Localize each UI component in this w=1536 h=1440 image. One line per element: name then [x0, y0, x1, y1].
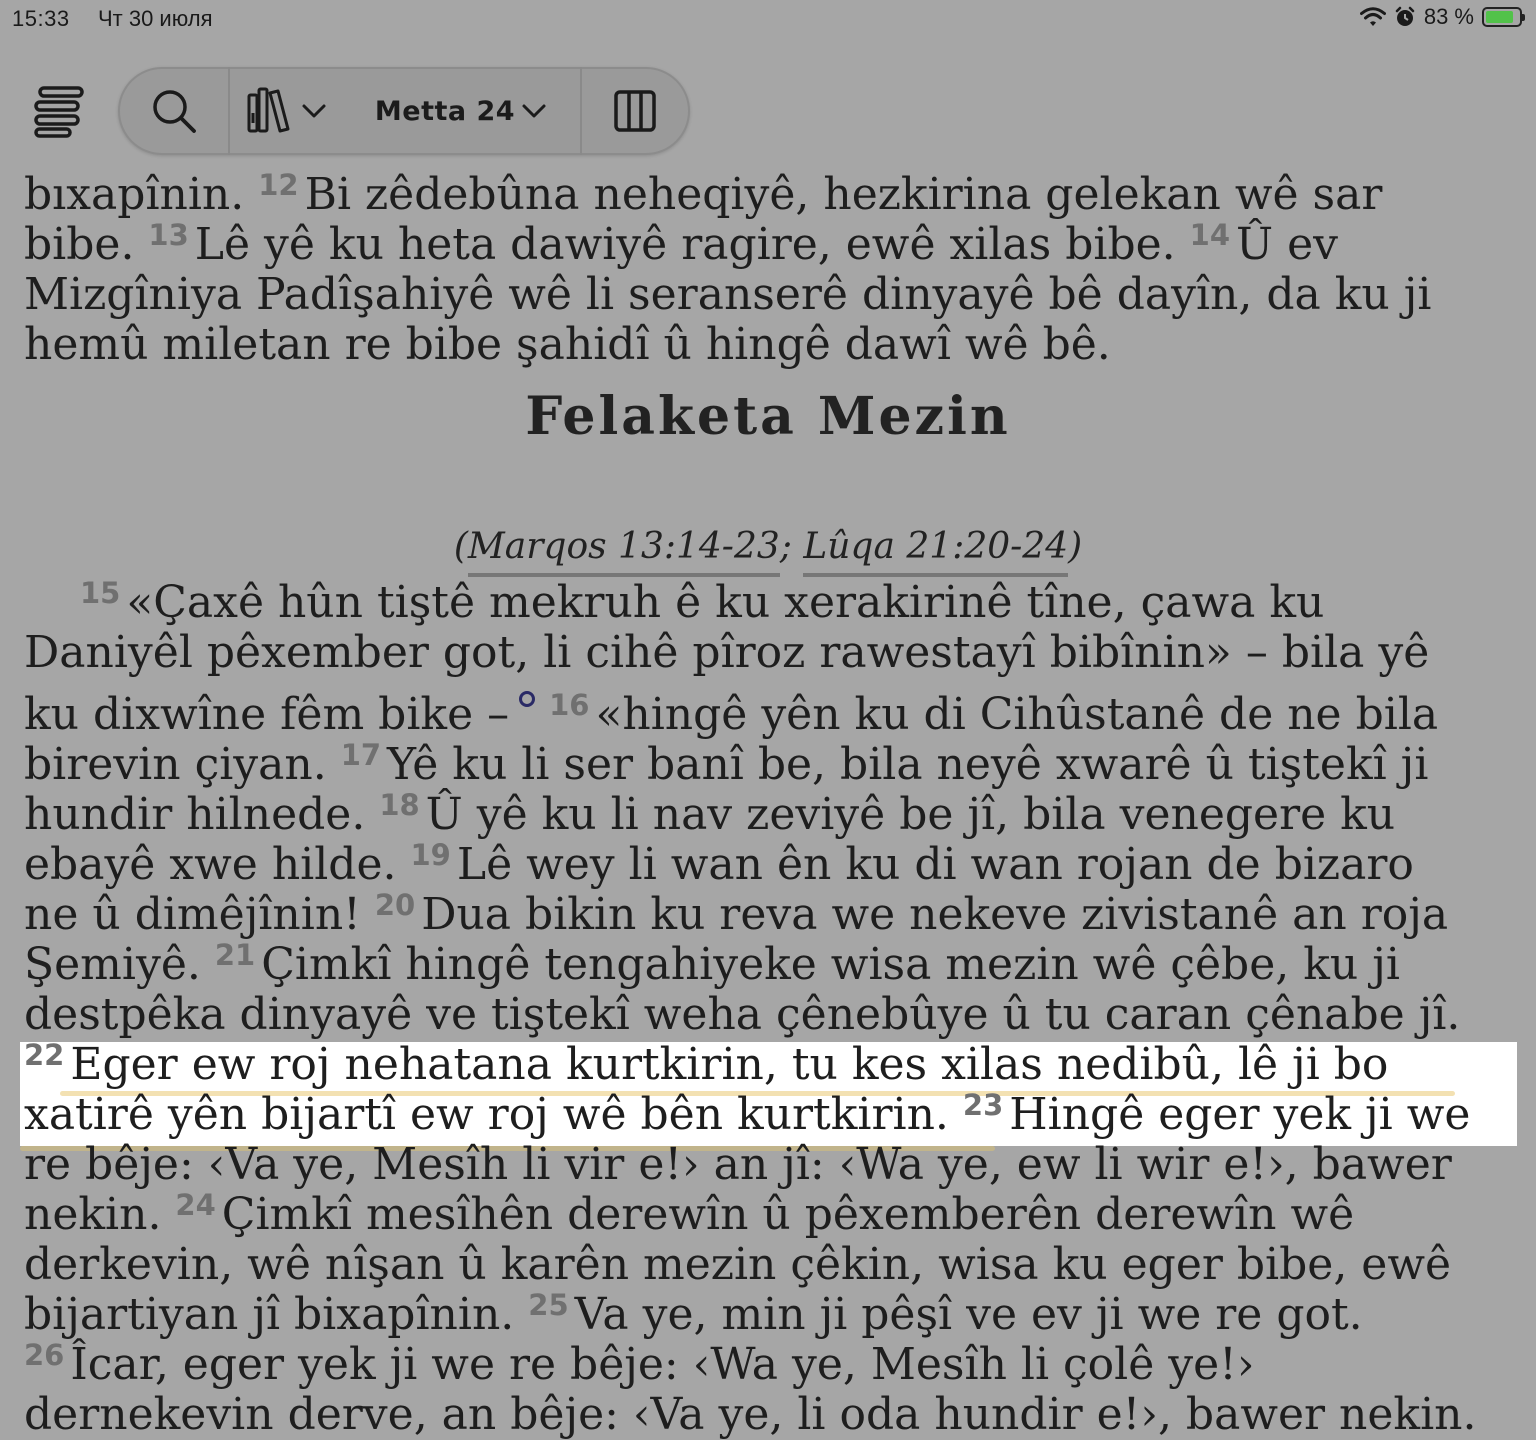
verse-text: bibe. — [24, 219, 149, 270]
verse-number[interactable]: 26 — [24, 1338, 65, 1372]
verse-text: Û yê ku li nav zeviyê be jî, bila venegere ku — [425, 789, 1396, 840]
text-line — [24, 220, 1338, 274]
verse-number[interactable]: 23 — [962, 1088, 1004, 1122]
verse-number[interactable]: 21 — [214, 938, 256, 972]
text-line — [24, 690, 1438, 744]
verse-text: Daniyêl pêxember got, li cihê pîroz rawestayî bibînin» – bila yê — [24, 627, 1430, 678]
verse-text: Bi zêdebûna neheqiyê, hezkirina gelekan wê sar — [304, 169, 1383, 220]
text-line — [24, 1140, 1452, 1190]
verse-text: hundir hilnede. — [24, 789, 380, 840]
verse-number[interactable]: 25 — [528, 1288, 569, 1322]
verse-text: Lê wey li wan ên ku di wan rojan de bizaro — [456, 839, 1414, 890]
verse-number[interactable]: 22 — [24, 1038, 65, 1072]
verse-text: bijartiyan jî bixapînin. — [24, 1289, 529, 1340]
verse-text: Eger ew roj nehatana kurtkirin, tu kes xilas nedibû, lê ji bo — [70, 1039, 1389, 1090]
text-line — [24, 940, 1400, 994]
verse-text: birevin çiyan. — [24, 739, 341, 790]
verse-text: Yê ku li ser banî be, bila neyê xwarê û tiştekî ji — [387, 739, 1429, 790]
verse-number[interactable]: 17 — [340, 738, 382, 772]
status-time: 15:33 — [12, 6, 70, 31]
section-heading: Felaketa Mezin — [525, 386, 1011, 447]
verse-number[interactable]: 19 — [410, 838, 451, 872]
verse-text: bıxapînin. — [24, 169, 259, 220]
verse-number[interactable]: 15 — [79, 576, 121, 610]
xref-link-luqa[interactable]: Lûqa 21:20-24 — [803, 526, 1068, 577]
book-chapter-label: Metta 24 — [374, 95, 516, 127]
verse-text: Hingê eger yek ji we — [1009, 1089, 1471, 1140]
xref-separator: ; — [779, 526, 804, 567]
verse-text: Îcar, eger yek ji we re bêje: ‹Wa ye, Mesîh li çolê ye!› — [70, 1339, 1255, 1390]
verse-text: re bêje: ‹Va ye, Mesîh li vir e!› an jî: ‹Wa ye, ew li wir e!›, bawer — [24, 1139, 1452, 1190]
verse-number[interactable]: 16 — [549, 688, 590, 722]
text-line — [24, 170, 1382, 224]
xref-paren: ) — [1068, 526, 1083, 567]
verse-text: Dua bikin ku reva we nekeve zivistanê an roja — [421, 889, 1449, 940]
cross-reference — [0, 522, 1536, 572]
xref-paren: ( — [453, 526, 468, 567]
verse-text: nekin. — [24, 1189, 176, 1240]
verse-text: ku dixwîne fêm bike – — [24, 689, 510, 740]
verse-text: Çimkî hingê tengahiyeke wisa mezin wê çêbe, ku ji — [261, 939, 1400, 990]
text-line — [24, 1190, 1354, 1244]
battery-percent: 83 % — [1423, 4, 1474, 29]
text-line — [24, 1040, 1388, 1094]
verse-number[interactable]: 20 — [374, 888, 416, 922]
verse-text: «hingê yên ku di Cihûstanê de ne bila — [595, 689, 1439, 740]
verse-text: Û ev — [1236, 219, 1338, 270]
text-line — [24, 578, 1324, 632]
verse-text — [24, 577, 80, 628]
verse-text: Va ye, min ji pêşî ve ev ji we re got. — [574, 1289, 1363, 1340]
verse-text: xatirê yên bijartî ew roj wê bên kurtkirin. — [24, 1089, 963, 1140]
verse-number[interactable]: 12 — [258, 168, 299, 202]
text-line — [24, 628, 1429, 678]
text-line — [24, 1340, 1254, 1394]
text-line — [24, 1240, 1451, 1290]
verse-text: derkevin, wê nîşan û karên mezin çêkin, wisa ku eger bibe, ewê — [24, 1239, 1452, 1290]
verse-number[interactable]: 14 — [1189, 218, 1230, 252]
verse-number[interactable]: 18 — [379, 788, 420, 822]
verse-text: ne û dimêjînin! — [24, 889, 375, 940]
text-line — [24, 840, 1414, 894]
verse-text: Mizgîniya Padîşahiyê wê li seranserê dinyayê bê dayîn, da ku ji — [24, 269, 1432, 320]
text-line — [24, 270, 1431, 320]
verse-text: Çimkî mesîhên derewîn û pêxemberên derewîn wê — [221, 1189, 1355, 1240]
xref-link-marqos[interactable]: Marqos 13:14-23 — [468, 526, 780, 577]
verse-text: Şemiyê. — [24, 939, 215, 990]
status-date: Чт 30 июля — [98, 6, 213, 31]
verse-number[interactable]: 13 — [148, 218, 189, 252]
text-line — [24, 890, 1448, 944]
text-line — [24, 1290, 1363, 1344]
text-line — [24, 740, 1428, 794]
verse-text: hemû miletan re bibe şahidî û hingê dawî wê bê. — [24, 319, 1111, 370]
verse-text: dernekevin derve, an bêje: ‹Va ye, li oda hundir e!›, bawer nekin. — [24, 1389, 1477, 1440]
verse-text: destpêka dinyayê ve tiştekî weha çênebûye û tu caran çênabe jî. — [24, 989, 1461, 1040]
verse-text: Lê yê ku heta dawiyê ragire, ewê xilas bibe. — [194, 219, 1190, 270]
text-line — [24, 1090, 1470, 1144]
verse-text: «Çaxê hûn tiştê mekruh ê ku xerakirinê tîne, çawa ku — [126, 577, 1325, 628]
footnote-marker-icon[interactable] — [519, 691, 535, 707]
text-line — [24, 990, 1460, 1040]
verse-text: ebayê xwe hilde. — [24, 839, 411, 890]
text-line — [24, 790, 1395, 844]
text-line — [24, 320, 1111, 370]
verse-number[interactable]: 24 — [175, 1188, 216, 1222]
